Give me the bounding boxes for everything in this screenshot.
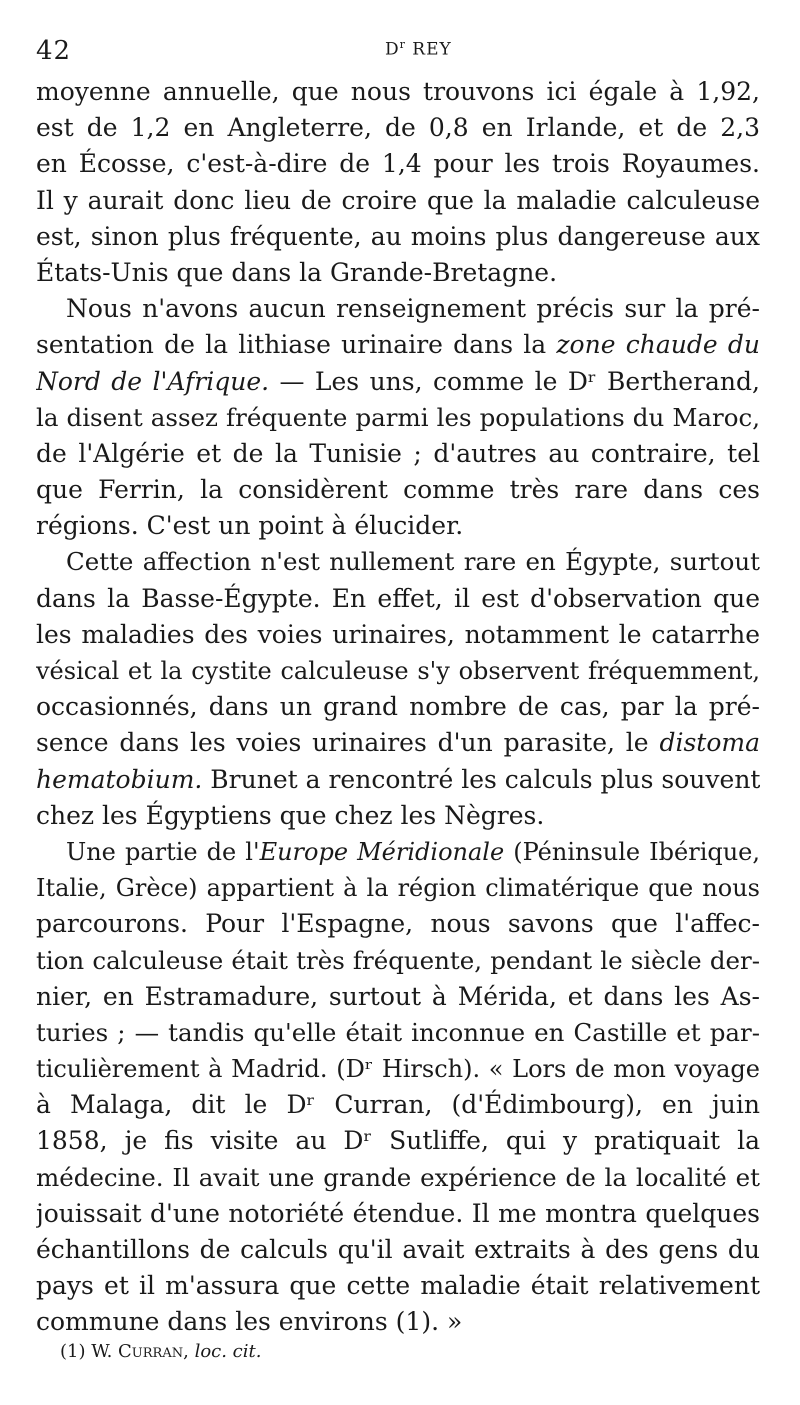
text-line: est de 1,2 en Angleterre, de 0,8 en Irlande, et de 2,3 bbox=[36, 113, 760, 143]
text-line: 1858, je fis visite au Dʳ Sutliffe, qui y pratiquait la bbox=[36, 1126, 760, 1156]
text-line: Italie, Grèce) appartient à la région climatérique que nous bbox=[36, 874, 760, 903]
text-line: jouissait d'une notoriété étendue. Il me montra quelques bbox=[36, 1198, 760, 1228]
text-line: ticulièrement à Madrid. (Dʳ Hirsch). « Lors de mon voyage bbox=[36, 1055, 760, 1084]
text-line: États-Unis que dans la Grande-Bretagne. bbox=[36, 257, 558, 287]
text-line: les maladies des voies urinaires, notamment le catarrhe bbox=[36, 619, 760, 649]
text-line: dans la Basse-Égypte. En effet, il est d'observation que bbox=[36, 583, 760, 613]
footnote-ref: loc. cit. bbox=[194, 1341, 262, 1362]
text-line: vésical et la cystite calculeuse s'y observent fréquemment, bbox=[36, 657, 760, 685]
text-line: en Écosse, c'est-à-dire de 1,4 pour les trois Royaumes. bbox=[36, 149, 760, 179]
footnote-marker: (1) W. bbox=[60, 1341, 119, 1362]
text-line: échantillons de calculs qu'il avait extraits à des gens du bbox=[36, 1235, 760, 1264]
text-line: Nous n'avons aucun renseignement précis sur la pré- bbox=[66, 294, 760, 324]
text-line: Cette affection n'est nullement rare en Égypte, surtout bbox=[66, 547, 760, 577]
italic-phrase: zone chaude du bbox=[556, 330, 760, 360]
text-line: que Ferrin, la considèrent comme très rare dans ces bbox=[36, 475, 760, 505]
text-line: de l'Algérie et de la Tunisie ; d'autres au contraire, tel bbox=[36, 438, 760, 468]
text-line: régions. C'est un point à élucider. bbox=[36, 511, 464, 541]
text-line: Nord de l'Afrique. — Les uns, comme le Dʳ Bertherand, bbox=[36, 366, 760, 396]
italic-phrase: Europe Méridionale bbox=[259, 837, 505, 866]
running-head-sup: r bbox=[399, 38, 406, 51]
text-line: occasionnés, dans un grand nombre de cas, par la pré- bbox=[36, 692, 760, 722]
footnote-sep: , bbox=[183, 1341, 195, 1362]
text-line: médecine. Il avait une grande expérience de la localité et bbox=[36, 1162, 760, 1192]
text-line: à Malaga, dit le Dʳ Curran, (d'Édimbourg), en juin bbox=[36, 1090, 760, 1120]
text-line: nier, en Estramadure, surtout à Mérida, et dans les As- bbox=[36, 981, 760, 1011]
text-line: Il y aurait donc lieu de croire que la maladie calculeuse bbox=[36, 185, 760, 215]
text-line: turies ; — tandis qu'elle était inconnue en Castille et par- bbox=[36, 1017, 760, 1047]
footnote-author: Curran bbox=[118, 1341, 184, 1362]
page-header bbox=[30, 36, 770, 66]
page-number: 42 bbox=[36, 36, 72, 66]
italic-phrase: Nord de l'Afrique. bbox=[36, 366, 270, 396]
text-line: tion calculeuse était très fréquente, pendant le siècle der- bbox=[36, 945, 760, 975]
text-line: est, sinon plus fréquente, au moins plus dangereuse aux bbox=[36, 221, 760, 251]
running-head bbox=[385, 38, 452, 60]
text-line: parcourons. Pour l'Espagne, nous savons que l'affec- bbox=[36, 909, 760, 939]
italic-phrase: hematobium. bbox=[36, 764, 203, 794]
text-line: commune dans les environs (1). » bbox=[36, 1307, 463, 1337]
text-line: chez les Égyptiens que chez les Nègres. bbox=[36, 800, 545, 830]
italic-phrase: distoma bbox=[659, 728, 760, 758]
text-line: la disent assez fréquente parmi les populations du Maroc, bbox=[36, 402, 760, 432]
running-head-prefix: D bbox=[385, 39, 400, 60]
text-line: hematobium. Brunet a rencontré les calculs plus souvent bbox=[36, 764, 760, 794]
text-line: sence dans les voies urinaires d'un parasite, le distoma bbox=[36, 728, 760, 758]
text-line: sentation de la lithiase urinaire dans la zone chaude du bbox=[36, 330, 760, 360]
text-line: moyenne annuelle, que nous trouvons ici égale à 1,92, bbox=[36, 77, 760, 106]
footnote bbox=[60, 1341, 261, 1362]
body-text bbox=[36, 74, 760, 1341]
running-head-rest: REY bbox=[405, 39, 452, 60]
text-line: Une partie de l'Europe Méridionale (Péninsule Ibérique, bbox=[66, 837, 760, 866]
text-line: pays et il m'assura que cette maladie était relativement bbox=[36, 1271, 760, 1301]
